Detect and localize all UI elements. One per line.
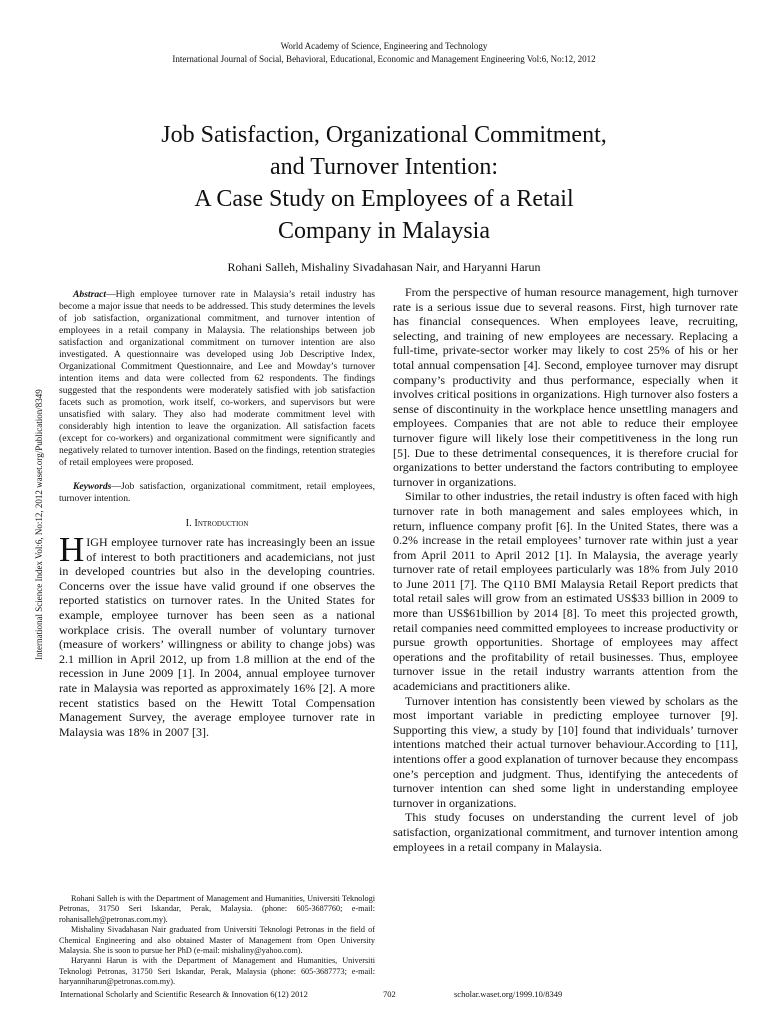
author-footnotes [59, 894, 375, 988]
abstract [59, 289, 375, 469]
keywords-dash: — [111, 481, 121, 492]
keywords [59, 481, 375, 505]
title-line: Job Satisfaction, Organizational Commitment, [161, 122, 607, 148]
right-column [393, 285, 738, 854]
body-paragraph: Turnover intention has consistently been viewed by scholars as the most important variable in predicting employee turnover [9]. Supporting this view, a study by [10] found that individuals’ turnover intentions matched their actual turnover behaviour.According to [11], intentions offer a good explanation of turnover because they encompass one’s perception and judgment. Thus, identifying the antecedents of turnover intention can shed some light in understanding employee turnover in organizations. [393, 693, 738, 810]
footnote: Rohani Salleh is with the Department of Management and Humanities, Universiti Teknologi Petronas, 31750 Seri Iskandar, Perak, Malaysia. (phone: 605-3687760; e-mail: rohanisalleh@petronas.com.my). [59, 894, 375, 924]
abstract-dash: — [106, 289, 116, 300]
footnote: Haryanni Harun is with the Department of Management and Humanities, Universiti Teknologi Petronas, 31750 Seri Iskandar, Perak, Malaysia (phone: 605-3687773; e-mail: haryanniharun@petronas.com.my). [59, 956, 375, 987]
left-column [59, 289, 375, 739]
intro-text: IGH employee turnover rate has increasingly been an issue of interest to both practitioners and academicians, not just in developed countries but also in the developing countries. Concerns over the issue have valid ground if one observes the reported statistics on turnover rates. In the United States for example, employee turnover has been seen as a national workplace crisis. The overall number of voluntary turnover (measure of workers’ willingness or ability to change jobs) was 2.1 million in April 2012, up from 1.8 million at the end of the recession in June 2009 [1]. In 2004, annual employee turnover rate in Malaysia was reported as approximately 16% [2]. A more recent statistics based on the Hewitt Total Compensation Management Survey, the average employee turnover rate in Malaysia was 18% in 2007 [3]. [59, 535, 375, 739]
title-line: Company in Malaysia [278, 218, 490, 244]
footer-publisher: International Scholarly and Scientific Research & Innovation 6(12) 2012 [60, 989, 308, 999]
author-list: Rohani Salleh, Mishaliny Sivadahasan Nair, and Haryanni Harun [227, 260, 541, 274]
abstract-label: Abstract [73, 289, 107, 300]
journal-name: International Journal of Social, Behavioral, Educational, Economic and Management Engineering Vol:6, No:12, 2012 [172, 54, 596, 64]
drop-cap: H [59, 530, 85, 569]
body-paragraph: This study focuses on understanding the current level of job satisfaction, organizational commitment, and turnover intention among employees in a retail company in Malaysia. [393, 810, 738, 854]
keywords-text: Job satisfaction, organizational commitment, retail employees, turnover intention. [59, 481, 375, 504]
abstract-text: High employee turnover rate in Malaysia’s retail industry has become a major issue that needs to be addressed. This study determines the levels of job satisfaction, organizational commitment, and turnover intention of employees in a retail company in Malaysia. The relationships between job satisfaction and organizational commitment on turnover intention are also investigated. A questionnaire was developed using Job Descriptive Index, Organizational Commitment Questionnaire, and Lee and Mowday’s turnover intention items and data were collected from 62 respondents. The findings suggested that the respondents were moderately satisfied with job satisfaction facets such as promotion, work itself, co-workers, and supervisors but were unsatisfied with salary. They also had moderate commitment level with considerably high intention to leave the organization. All satisfaction facets (except for co-workers) and organizational commitment were significantly and negatively related to turnover intention. Based on the findings, retention strategies of retail employees were proposed. [59, 289, 375, 468]
body-paragraph: From the perspective of human resource management, high turnover rate is a serious issue due to several reasons. First, high turnover rate has financial consequences. When employees leave, recruiting, selecting, and training of new employees are necessary. Replacing a full-time, private-sector worker may likely to cost 25% of his or her total annual compensation [4]. Second, employee turnover may disrupt company’s productivity and thus performance, especially when it involves critical positions in organizations. High turnover also fosters a sense of discontinuity in the workplace hence unsettling managers and employees. Companies that are not able to reduce their employee turnover figure will likely lose their competitiveness in the long run [5]. Due to these detrimental consequences, it is therefore crucial for organizations to better understand the factors contributing to employee turnover in organizations. [393, 285, 738, 489]
intro-paragraph [59, 530, 375, 739]
page-number: 702 [383, 989, 396, 999]
footer-url[interactable]: scholar.waset.org/1999.10/8349 [454, 989, 563, 999]
title-line: and Turnover Intention: [270, 154, 498, 180]
journal-header [0, 40, 768, 66]
title-line: A Case Study on Employees of a Retail [194, 186, 574, 212]
keywords-label: Keywords [73, 481, 112, 492]
journal-org: World Academy of Science, Engineering and Technology [280, 41, 488, 51]
footnote: Mishaliny Sivadahasan Nair graduated from Universiti Teknologi Petronas in the field of Chemical Engineering and also obtained Master of Management from Open University Malaysia. She is soon to pursue her PhD (e-mail: mishaliny@yahoo.com). [59, 925, 375, 956]
section-heading-introduction: I. Introduction [185, 518, 249, 529]
body-paragraph: Similar to other industries, the retail industry is often faced with high turnover rate in both management and sales employees which, in return, influence company profit [6]. In the United States, there was a 0.2% increase in the retail employees’ turnover rate within just a year from April 2011 to April 2012 [1]. In Malaysia, the average yearly turnover rate of retail employees particularly was 18% from July 2010 to June 2011 [7]. The Q110 BMI Malaysia Retail Report predicts that total retail sales will grow from an estimated US$33 billion in 2009 to more than US$61billion by 2014 [8]. To meet this projected growth, retail companies need committed employees to increase productivity or pursue growth opportunities. Shortage of employees may affect operations and the profitability of retail businesses. Thus, employee turnover issue in the retail industry warrants attention from the academicians and practitioners alike. [393, 489, 738, 694]
paper-title [80, 119, 688, 247]
side-index-label: International Science Index Vol:6, No:12, 2012 waset.org/Publication/8349 [34, 389, 44, 660]
